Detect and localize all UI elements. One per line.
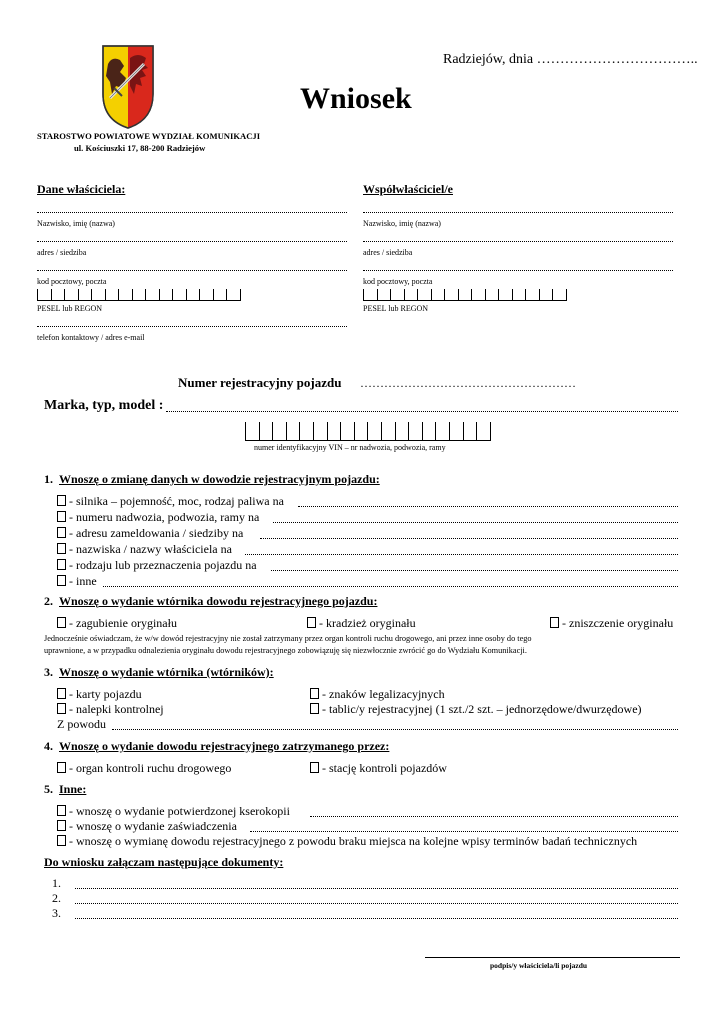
- registration-label: Numer rejestracyjny pojazdu: [178, 375, 342, 390]
- s1-owner-name-field[interactable]: [245, 554, 678, 555]
- place-date: Radziejów, dnia ……………………………..: [443, 52, 698, 67]
- attachment-number-2: 2.: [52, 891, 61, 905]
- s4-traffic-control-option[interactable]: - organ kontroli ruchu drogowego: [57, 761, 231, 776]
- checkbox-icon[interactable]: [57, 495, 66, 506]
- s1-address-field[interactable]: [260, 538, 678, 539]
- checkbox-icon[interactable]: [57, 820, 66, 831]
- owner-heading: Dane właściciela:: [37, 182, 126, 196]
- attachment-number-3: 3.: [52, 906, 61, 920]
- owner-name-field[interactable]: [37, 212, 347, 213]
- s3-reason-field[interactable]: [112, 729, 678, 730]
- signature-line[interactable]: [425, 957, 680, 958]
- checkbox-icon[interactable]: [310, 703, 319, 714]
- coowner-name-label: Nazwisko, imię (nazwa): [363, 219, 441, 228]
- attachment-field-3[interactable]: [75, 918, 678, 919]
- section2-heading: Wnoszę o wydanie wtórnika dowodu rejestracyjnego pojazdu:: [59, 594, 378, 608]
- attachments-heading: Do wniosku załączam następujące dokumenty:: [44, 855, 284, 869]
- s2-declaration-line1: Jednocześnie oświadczam, że w/w dowód rejestracyjny nie został zatrzymany przez organ kontroli ruchu drogowego, ani przez inne osoby do tego: [44, 634, 532, 643]
- s1-body-option[interactable]: - numeru nadwozia, podwozia, ramy na: [57, 510, 259, 525]
- s2-lost-option[interactable]: - zagubienie oryginału: [57, 616, 177, 631]
- s5-copy-option[interactable]: - wnoszę o wydanie potwierdzonej kserokopii: [57, 804, 290, 819]
- s1-engine-field[interactable]: [298, 506, 678, 507]
- s4-inspection-station-option[interactable]: - stację kontroli pojazdów: [310, 761, 447, 776]
- coowner-heading: Współwłaściciel/e: [363, 182, 453, 196]
- checkbox-icon[interactable]: [57, 688, 66, 699]
- s2-declaration-line2: uprawnione, a w przypadku odnalezienia oryginału dowodu rejestracyjnego zobowiązuję się niezwłocznie zwrócić go do Wydziału Komunikacji.: [44, 646, 527, 655]
- page-title: Wniosek: [300, 82, 412, 115]
- s3-sticker-option[interactable]: - nalepki kontrolnej: [57, 702, 164, 717]
- attachment-number-1: 1.: [52, 876, 61, 890]
- section2-number: 2.: [44, 594, 53, 608]
- section5-heading: Inne:: [59, 782, 87, 796]
- s5-certificate-option[interactable]: - wnoszę o wydanie zaświadczenia: [57, 819, 237, 834]
- checkbox-icon[interactable]: [57, 762, 66, 773]
- checkbox-icon[interactable]: [57, 511, 66, 522]
- section1-number: 1.: [44, 472, 53, 486]
- s1-address-option[interactable]: - adresu zameldowania / siedziby na: [57, 526, 243, 541]
- s2-destroyed-option[interactable]: - zniszczenie oryginału: [550, 616, 673, 631]
- section4-number: 4.: [44, 739, 53, 753]
- s3-vehicle-card-option[interactable]: - karty pojazdu: [57, 687, 142, 702]
- s3-plates-option[interactable]: - tablic/y rejestracyjnej (1 szt./2 szt. – jednorzędowe/dwurzędowe): [310, 702, 642, 717]
- checkbox-icon[interactable]: [57, 703, 66, 714]
- section3-heading: Wnoszę o wydanie wtórnika (wtórników):: [59, 665, 274, 679]
- s1-purpose-option[interactable]: - rodzaju lub przeznaczenia pojazdu na: [57, 558, 257, 573]
- checkbox-icon[interactable]: [57, 575, 66, 586]
- s1-owner-name-option[interactable]: - nazwiska / nazwy właściciela na: [57, 542, 232, 557]
- checkbox-icon[interactable]: [57, 805, 66, 816]
- owner-contact-field[interactable]: [37, 326, 347, 327]
- s1-engine-option[interactable]: - silnika – pojemność, moc, rodzaj paliwa na: [57, 494, 284, 509]
- s3-reason-label: Z powodu: [57, 717, 106, 731]
- attachment-field-1[interactable]: [75, 888, 678, 889]
- attachment-field-2[interactable]: [75, 903, 678, 904]
- s5-certificate-field[interactable]: [250, 831, 678, 832]
- owner-postal-label: kod pocztowy, poczta: [37, 277, 107, 286]
- make-model-field[interactable]: [166, 411, 678, 412]
- checkbox-icon[interactable]: [57, 527, 66, 538]
- s1-purpose-field[interactable]: [271, 570, 678, 571]
- coat-of-arms-logo: [100, 42, 156, 130]
- owner-address-field[interactable]: [37, 241, 347, 242]
- coowner-address-label: adres / siedziba: [363, 248, 413, 257]
- office-name: STAROSTWO POWIATOWE WYDZIAŁ KOMUNIKACJI: [37, 131, 261, 141]
- s1-other-option[interactable]: - inne: [57, 574, 97, 589]
- coowner-pesel-label: PESEL lub REGON: [363, 304, 429, 313]
- owner-address-label: adres / siedziba: [37, 248, 87, 257]
- s1-body-field[interactable]: [273, 522, 678, 523]
- owner-contact-label: telefon kontaktowy / adres e-mail: [37, 333, 145, 342]
- checkbox-icon[interactable]: [310, 688, 319, 699]
- checkbox-icon[interactable]: [310, 762, 319, 773]
- s5-replacement-option[interactable]: - wnoszę o wymianę dowodu rejestracyjnego z powodu braku miejsca na kolejne wpisy terminów badań technicznych: [57, 834, 637, 849]
- registration-field[interactable]: ………………………………………………: [360, 376, 576, 390]
- checkbox-icon[interactable]: [57, 543, 66, 554]
- section3-number: 3.: [44, 665, 53, 679]
- owner-name-label: Nazwisko, imię (nazwa): [37, 219, 115, 228]
- vin-boxes[interactable]: [245, 422, 491, 441]
- s3-legalization-marks-option[interactable]: - znaków legalizacyjnych: [310, 687, 445, 702]
- owner-pesel-label: PESEL lub REGON: [37, 304, 103, 313]
- office-address: ul. Kościuszki 17, 88-200 Radziejów: [74, 143, 206, 153]
- coowner-pesel-boxes[interactable]: [363, 289, 567, 301]
- section4-heading: Wnoszę o wydanie dowodu rejestracyjnego zatrzymanego przez:: [59, 739, 390, 753]
- section5-number: 5.: [44, 782, 53, 796]
- checkbox-icon[interactable]: [550, 617, 559, 628]
- s2-stolen-option[interactable]: - kradzież oryginału: [307, 616, 416, 631]
- vin-caption: numer identyfikacyjny VIN – nr nadwozia, podwozia, ramy: [254, 443, 446, 452]
- coowner-name-field[interactable]: [363, 212, 673, 213]
- coowner-postal-field[interactable]: [363, 270, 673, 271]
- owner-pesel-boxes[interactable]: [37, 289, 241, 301]
- coowner-postal-label: kod pocztowy, poczta: [363, 277, 433, 286]
- checkbox-icon[interactable]: [57, 835, 66, 846]
- s5-copy-field[interactable]: [310, 816, 678, 817]
- owner-postal-field[interactable]: [37, 270, 347, 271]
- signature-label: podpis/y właściciela/li pojazdu: [490, 961, 588, 970]
- checkbox-icon[interactable]: [57, 617, 66, 628]
- checkbox-icon[interactable]: [57, 559, 66, 570]
- coowner-address-field[interactable]: [363, 241, 673, 242]
- section1-heading: Wnoszę o zmianę danych w dowodzie rejestracyjnym pojazdu:: [59, 472, 380, 486]
- checkbox-icon[interactable]: [307, 617, 316, 628]
- make-model-label: Marka, typ, model :: [44, 398, 164, 413]
- s1-other-field[interactable]: [103, 586, 678, 587]
